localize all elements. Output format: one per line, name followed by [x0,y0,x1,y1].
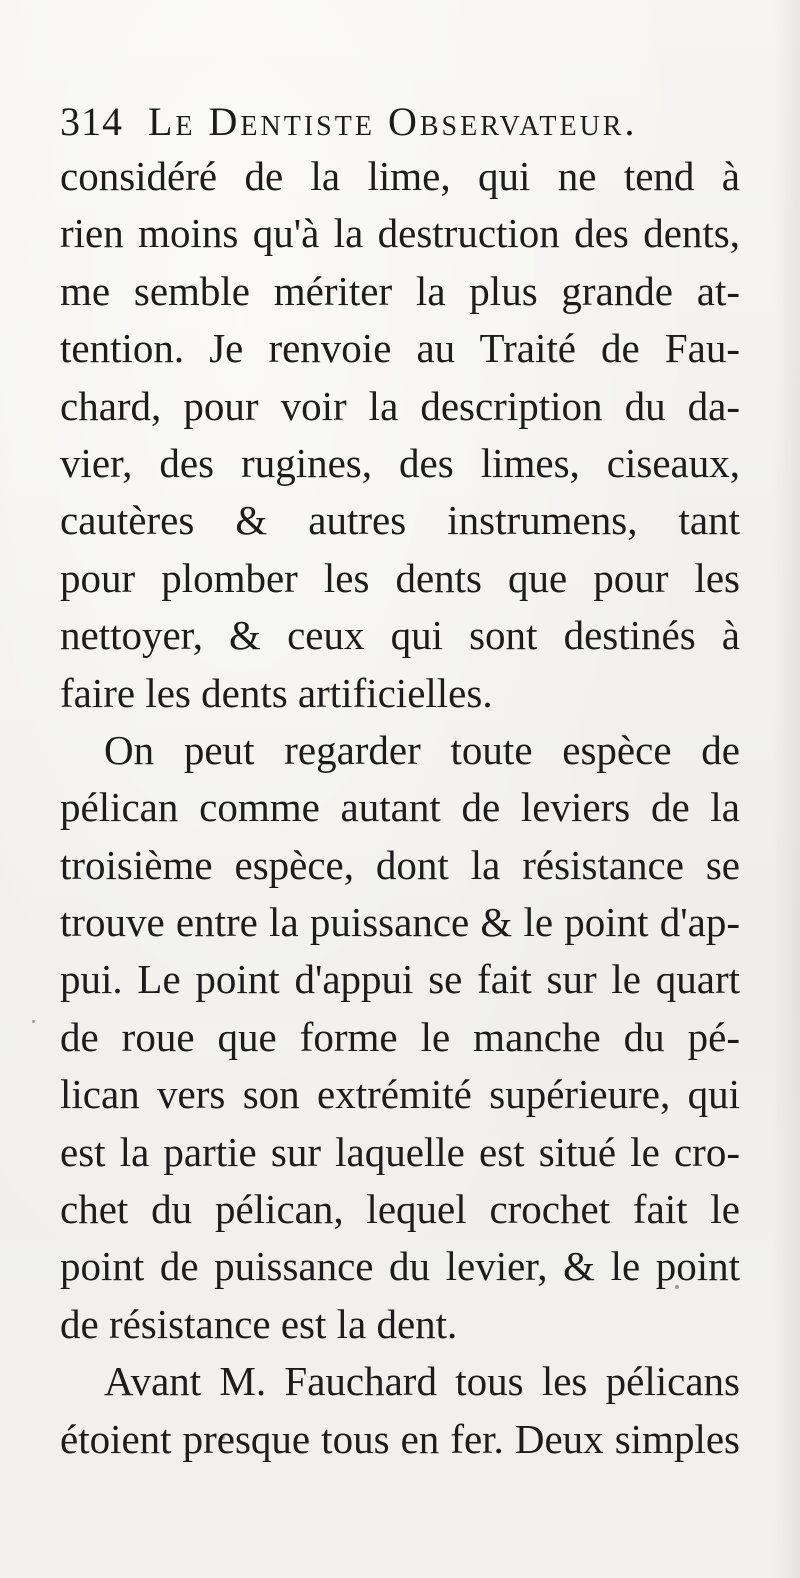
text-line: de roue que forme le manche du pé- [60,1013,740,1060]
text-line: trouve entre la puissance & le point d'ap- [60,899,740,946]
ink-speck [675,1285,679,1289]
text-line: me semble mériter la plus grande at- [60,267,740,314]
text-line: nettoyer, & ceux qui sont destinés à [60,612,740,659]
text-line: tention. Je renvoie au Traité de Fau- [60,325,740,372]
text-line: est la partie sur laquelle est situé le cro- [60,1128,740,1175]
text-line: pélican comme autant de leviers de la [60,784,740,831]
text-line: rien moins qu'à la destruction des dents, [60,210,740,257]
ink-speck [32,1020,35,1023]
page-header [60,92,740,152]
body-text [60,148,740,1468]
text-line: pour plomber les dents que pour les [60,554,740,601]
text-line: chet du pélican, lequel crochet fait le [60,1186,740,1233]
text-line: étoient presque tous en fer. Deux simples [60,1415,740,1462]
text-line: troisième espèce, dont la résistance se [60,841,740,888]
running-head: Le Dentiste Observateur. [148,99,638,144]
text-line: faire les dents artificielles. [60,669,493,716]
text-line: chard, pour voir la description du da- [60,382,740,429]
text-line: de résistance est la dent. [60,1300,458,1347]
page-number: 314 [60,99,123,144]
page-edge-shadow [774,0,800,1578]
ink-speck [220,1435,225,1440]
text-line: On peut regarder toute espèce de [104,726,740,773]
text-line: vier, des rugines, des limes, ciseaux, [60,439,740,486]
text-line: lican vers son extrémité supérieure, qui [60,1071,740,1118]
text-line: point de puissance du levier, & le point [60,1243,740,1290]
text-line: pui. Le point d'appui se fait sur le quart [60,956,740,1003]
text-line: Avant M. Fauchard tous les pélicans [104,1358,740,1405]
text-line: considéré de la lime, qui ne tend à [60,153,740,199]
text-line: cautères & autres instrumens, tant [60,497,740,544]
